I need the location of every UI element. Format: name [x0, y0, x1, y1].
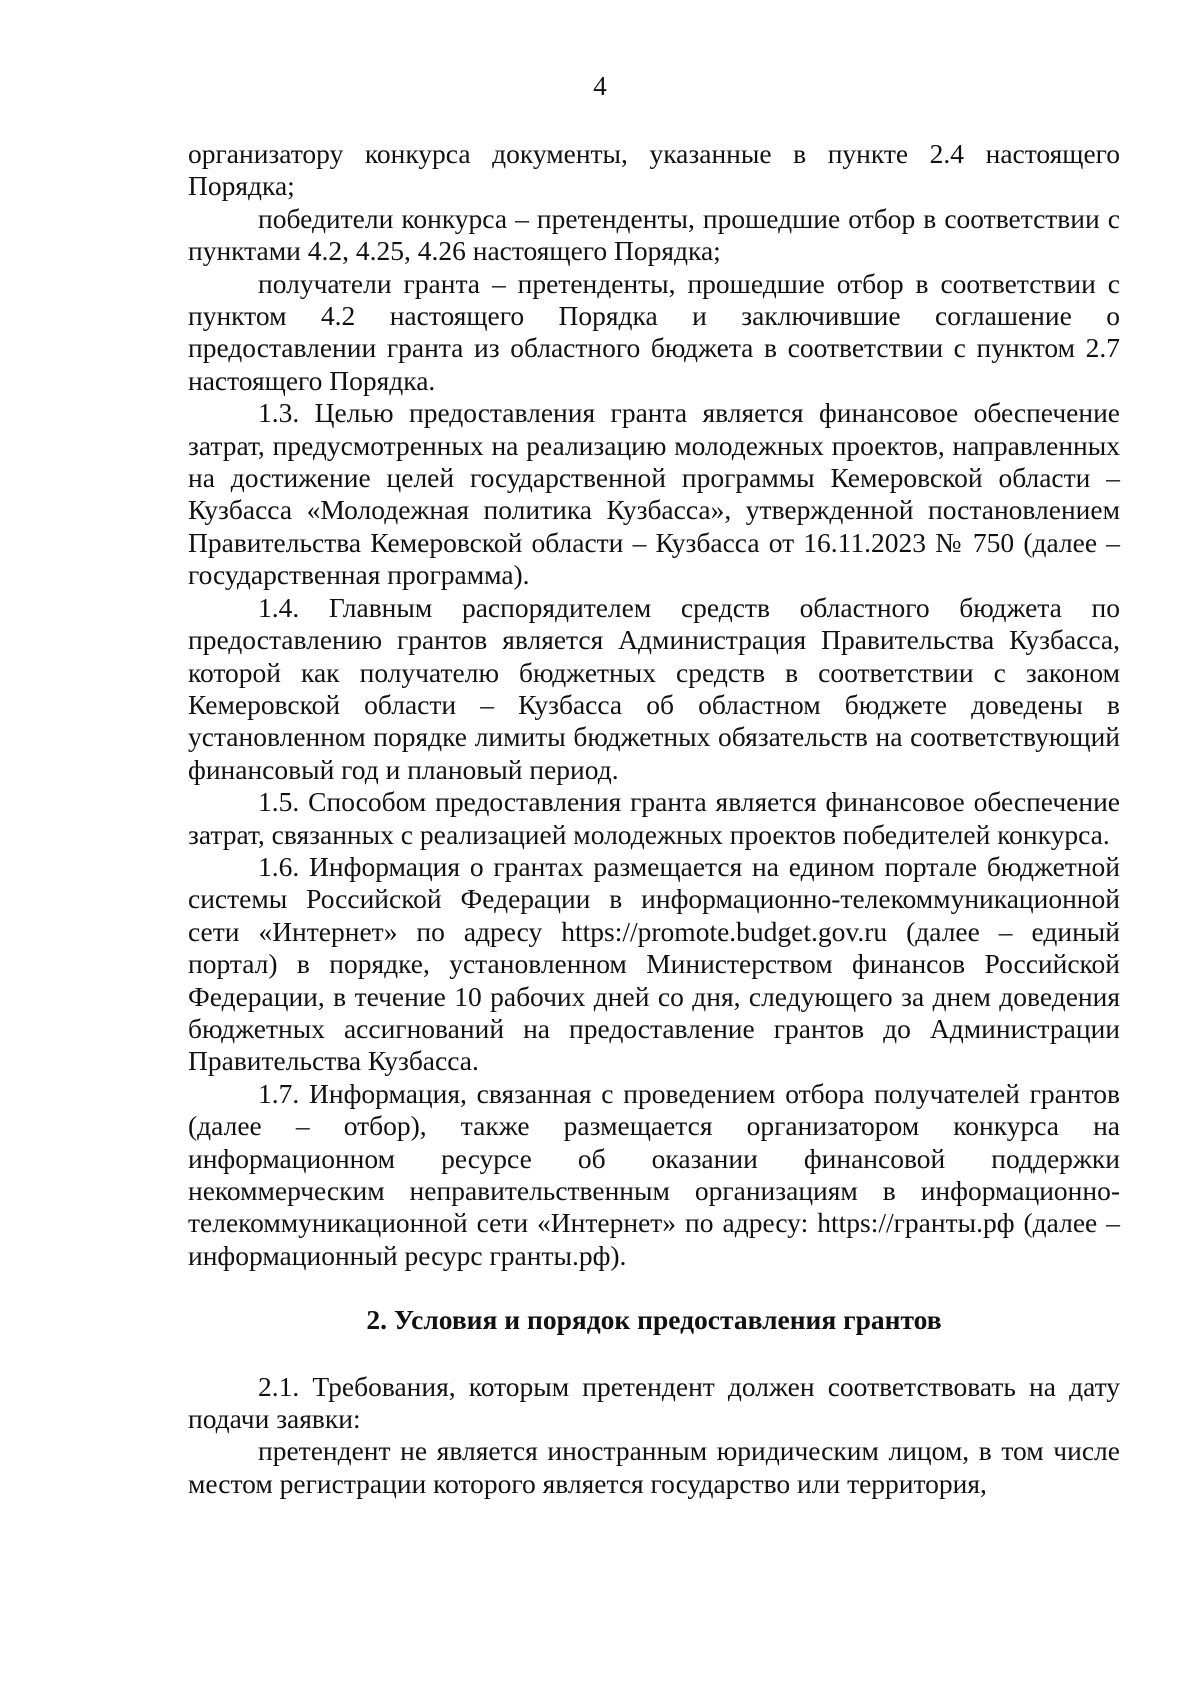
document-body [188, 138, 1120, 1500]
paragraph-1-4: 1.4. Главным распорядителем средств областного бюджета по предоставлению грантов является Администрация Правительства Кузбасса, которой как получателю бюджетных средств в соответствии с законом Кемеровской области – Кузбасса об областном бюджете доведены в установленном порядке лимиты бюджетных обязательств на соответствующий финансовый год и плановый период. [188, 591, 1120, 785]
paragraph-1-6: 1.6. Информация о грантах размещается на едином портале бюджетной системы Российской Федерации в информационно-телекоммуникационной сети «Интернет» по адресу https://promote.budget.gov.ru (далее – единый портал) в порядке, установленном Министерством финансов Российской Федерации, в течение 10 рабочих дней со дня, следующего за днем доведения бюджетных ассигнований на предоставление грантов до Администрации Правительства Кузбасса. [188, 850, 1120, 1077]
paragraph-1-3: 1.3. Целью предоставления гранта является финансовое обеспечение затрат, предусмотренных на реализацию молодежных проектов, направленных на достижение целей государственной программы Кемеровской области – Кузбасса «Молодежная политика Кузбасса», утвержденной постановлением Правительства Кемеровской области – Кузбасса от 16.11.2023 № 750 (далее – государственная программа). [188, 397, 1120, 591]
paragraph-2-1: 2.1. Требования, которым претендент должен соответствовать на дату подачи заявки: [188, 1370, 1120, 1435]
section-heading-2: 2. Условия и порядок предоставления грантов [366, 1304, 942, 1336]
paragraph-continuation: организатору конкурса документы, указанные в пункте 2.4 настоящего Порядка; [188, 138, 1120, 202]
paragraph-1-7: 1.7. Информация, связанная с проведением отбора получателей грантов (далее – отбор), также размещается организатором конкурса на информационном ресурсе об оказании финансовой поддержки некоммерческим неправительственным организациям в информационно-телекоммуникационной сети «Интернет» по адресу: https://гранты.рф (далее – информационный ресурс гранты.рф). [188, 1077, 1120, 1271]
paragraph-grant-recipients: получатели гранта – претенденты, прошедшие отбор в соответствии с пунктом 4.2 настоящего Порядка и заключившие соглашение о предоставлении гранта из областного бюджета в соответствии с пунктом 2.7 настоящего Порядка. [188, 267, 1120, 396]
page-number: 4 [593, 71, 607, 101]
paragraph-applicant-requirement: претендент не является иностранным юридическим лицом, в том числе местом регистрации которого является государство или территория, [188, 1435, 1120, 1499]
paragraph-contest-winners: победители конкурса – претенденты, прошедшие отбор в соответствии с пунктами 4.2, 4.25, 4.26 настоящего Порядка; [188, 202, 1120, 267]
paragraph-1-5: 1.5. Способом предоставления гранта является финансовое обеспечение затрат, связанных с реализацией молодежных проектов победителей конкурса. [188, 786, 1120, 850]
